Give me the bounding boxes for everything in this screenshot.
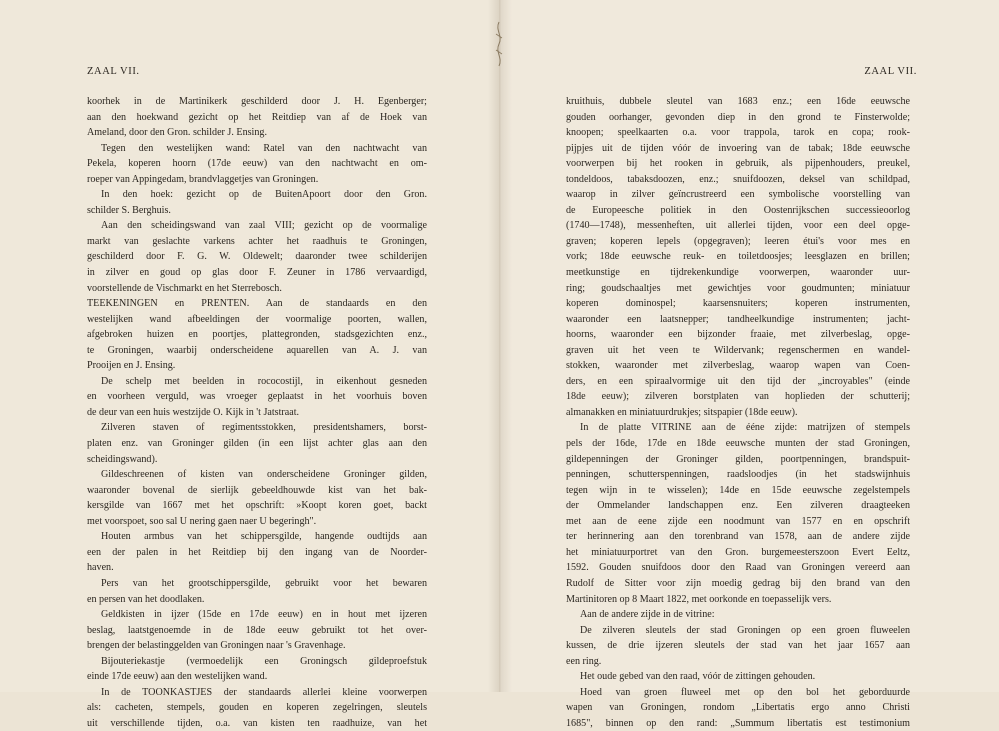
text-line: ders, en een spiraalvormige uit den tijd der „incroyables" (einde <box>566 375 910 387</box>
text-line: koperen dominospel; kaarsensnuiters; koperen instrumenten, <box>566 298 910 310</box>
text-line: Bijouteriekastje (vermoedelijk een Groningsch gildeproefstuk <box>101 655 427 667</box>
left-page-body <box>87 94 427 731</box>
text-line: en persen van het doodlaken. <box>87 593 205 605</box>
text-line: tondeldoos, tabaksdoozen, enz.; snuifdoozen, deksel van schildpad, <box>566 173 910 185</box>
text-line: Geldkisten in ijzer (15de en 17de eeuw) en in hout met ijzeren <box>101 609 427 621</box>
text-line: In de platte VITRINE aan de ééne zijde: matrijzen of stempels <box>580 422 910 434</box>
text-line: graven uit het veen te Wildervank; regenschermen en wandel- <box>566 344 910 356</box>
text-line: koorhek in de Martinikerk geschilderd door J. H. Egenberger; <box>87 96 427 107</box>
text-line: voorwerpen bij het rooken in gebruik, als pijpenhouders, preukel, <box>566 158 910 170</box>
text-line: Tegen den westelijken wand: Ratel van den nachtwacht van <box>101 142 427 154</box>
text-line: met voorspoet, soo sal U nering gaen naer U begeringh". <box>87 515 317 527</box>
text-line: uit verschillende tijden, o.a. van kisten ten raadhuize, van het <box>87 717 427 729</box>
text-line: einde 17de eeuw) aan den westelijken wand. <box>87 671 268 683</box>
text-line: In den hoek: gezicht op de BuitenApoort door den Gron. <box>101 189 427 201</box>
text-line: gouden oorhanger, gevonden diep in den grond te Finsterwolde; <box>566 111 910 123</box>
text-line: aan den hoekwand gezicht op het Reitdiep van af de Hoek van <box>87 111 427 123</box>
text-line: scheidingswand). <box>87 453 158 465</box>
text-line: en voorheen verguld, was vroeger geplaatst in het voorhuis boven <box>87 391 427 403</box>
text-line: roeper van Appingedam, brandvlaggetjes van Groningen. <box>87 173 319 185</box>
text-line: In de TOONKASTJES der standaards allerlei kleine voorwerpen <box>101 686 427 698</box>
right-page <box>500 0 999 729</box>
text-line: pijpjes uit de tijden vóór de invoering van de tabak; 18de eeuwsche <box>566 142 910 154</box>
text-line: meetkunstige en tijdrekenkundige voorwerpen, waaronder uur- <box>566 267 910 279</box>
text-line: 18de eeuw); zilveren borstplaten van hoplieden der schutterij; <box>566 391 910 403</box>
text-line: Ameland, door den Gron. schilder J. Ensing. <box>87 127 267 139</box>
right-page-body <box>566 94 910 731</box>
text-line: met aan de eene zijde een noodmunt van 1577 en en opschrift <box>566 515 910 527</box>
text-line: kruithuis, dubbele sleutel van 1683 enz.; een 16de eeuwsche <box>566 96 910 107</box>
text-line: Rudolf de Sitter voor zijn moedig gedrag bij den brand van den <box>566 577 910 589</box>
text-line: De schelp met beelden in rococostijl, in eikenhout gesneden <box>101 375 427 387</box>
text-line: een der palen in het Reitdiep bij den ingang van de Noorder- <box>87 546 427 558</box>
text-line: Het oude gebed van den raad, vóór de zittingen gehouden. <box>580 671 816 683</box>
text-line: Pekela, koperen hoorn (17de eeuw) van den nachtwacht en om- <box>87 158 427 170</box>
text-line: Martinitoren op 8 Maart 1822, met oorkonde en toepasselijk vers. <box>566 593 832 605</box>
text-line: penningen, schutterspenningen, raadsloodjes (in het stadswijnhuis <box>566 469 910 481</box>
text-line: almanakken en miniatuurdrukjes; sitspapier (18de eeuw). <box>566 406 798 418</box>
text-line: Zilveren staven of regimentsstokken, presidentshamers, borst- <box>101 422 427 434</box>
text-line: schilder S. Berghuis. <box>87 204 171 216</box>
text-line: knoopen; speelkaarten o.a. voor trappola, tarok en copa; rook- <box>566 127 910 139</box>
text-line: wapen van Groningen, rondom „Libertatis ergo anno Christi <box>566 702 910 714</box>
book-gutter <box>488 0 512 692</box>
text-line: tegen wijn in te wisselen); 14de en 15de eeuwsche zegelstempels <box>566 484 910 496</box>
text-line: haven. <box>87 562 114 574</box>
text-line: geschilderd door F. G. W. Oldewelt; daaronder twee schilderijen <box>87 251 427 263</box>
text-line: Aan den scheidingswand van zaal VIII; gezicht op de voormalige <box>101 220 427 232</box>
text-line: te Groningen, waarbij onderscheidene aquarellen van A. J. van <box>87 344 427 356</box>
text-line: Hoed van groen fluweel met op den bol het geborduurde <box>580 686 910 698</box>
text-line: voorstellende de Vischmarkt en het Sterrebosch. <box>87 282 282 294</box>
text-line: ter herinnering aan den torenbrand van 1578, aan de andere zijde <box>566 531 910 543</box>
text-line: waaronder bovenal de sierlijk gebeeldhouwde kist van het bak- <box>87 484 427 496</box>
text-line: westelijken wand afbeeldingen der voormalige poorten, wallen, <box>87 313 427 325</box>
text-line: kersgilde van 1667 met het opschrift: »Koopt koren goet, backt <box>87 500 427 512</box>
text-line: 1685", binnen op den rand: „Summum libertatis est testimonium <box>566 717 910 729</box>
text-line: vork; 18de eeuwsche reuk- en toiletdoosjes; leesglazen en brillen; <box>566 251 910 263</box>
text-line: in zilver en goud op glas door F. Zeuner in 1786 vervaardigd, <box>87 267 427 279</box>
text-line: waarop in zilver geïncrustreerd een symbolische voorstelling van <box>566 189 910 201</box>
text-line: Aan de andere zijde in de vitrine: <box>580 609 715 621</box>
left-running-header: ZAAL VII. <box>87 66 140 77</box>
text-line: brengen der belastinggelden van Groningen naar 's Gravenhage. <box>87 640 346 652</box>
text-line: beslag, laatstgenoemde in de 18de eeuw gebruikt tot het over- <box>87 624 427 636</box>
text-line: platen enz. van Groninger gilden (in een lijst achter glas aan den <box>87 438 427 450</box>
text-line: Houten armbus van het schippersgilde, hangende oudtijds aan <box>101 531 427 543</box>
text-line: ring; goudschaaltjes met gewichtjes voor goudmunten; miniatuur <box>566 282 910 294</box>
text-line: als: cacheten, stempels, gouden en koperen zegelringen, sleutels <box>87 702 427 714</box>
text-line: een ring. <box>566 655 602 667</box>
text-line: Pers van het grootschippersgilde, gebruikt voor het bewaren <box>101 577 427 589</box>
text-line: (1740—1748), messenheften, uit allerlei tijden, voor een deel opge- <box>566 220 910 232</box>
text-line: graven; koperen lepels (opgegraven); leeren étui's voor mes en <box>566 235 910 247</box>
text-line: waaronder een laatsnepper; tandheelkundige instrumenten; jacht- <box>566 313 910 325</box>
text-line: 1592. Gouden snuifdoos door den Raad van Groningen vereerd aan <box>566 562 910 574</box>
text-line: afgebroken huizen en poortjes, plattegronden, stadsgezichten enz., <box>87 329 427 341</box>
text-line: stokken, waaronder met zilverbeslag, waarop wapen van Coen- <box>566 360 910 372</box>
text-line: het miniatuurportret van den Gron. burgemeesterszoon Evert Eeltz, <box>566 546 910 558</box>
text-line: Gildeschreenen of kisten van onderscheidene Groninger gilden, <box>101 469 427 481</box>
right-running-header: ZAAL VII. <box>864 66 917 77</box>
text-line: kussen, de drie ijzeren sleutels der stad van het jaar 1657 aan <box>566 640 910 652</box>
text-line: TEEKENINGEN en PRENTEN. Aan de standaards en den <box>87 298 427 310</box>
text-line: De zilveren sleutels der stad Groningen op een groen fluweelen <box>580 624 910 636</box>
binding-stitch-icon <box>492 20 506 68</box>
text-line: gildepenningen der Groninger gilden, poortpenningen, brandspuit- <box>566 453 910 465</box>
text-line: de deur van een huis westzijde O. Kijk in 't Jatstraat. <box>87 406 300 418</box>
text-line: pels der 16de, 17de en 18de eeuwsche munten der stad Groningen, <box>566 438 910 450</box>
text-line: der Ommelander landschappen enz. Een zilveren draagteeken <box>566 500 910 512</box>
text-line: de Europeesche politiek in den Oostenrijkschen successieoorlog <box>566 204 910 216</box>
text-line: Prooijen en J. Ensing. <box>87 360 176 372</box>
text-line: markt van geslachte varkens achter het raadhuis te Groningen, <box>87 235 427 247</box>
left-page <box>0 0 499 729</box>
text-line: hoorns, waaronder een bijzonder fraaie, met zilverbeslag, opge- <box>566 329 910 341</box>
